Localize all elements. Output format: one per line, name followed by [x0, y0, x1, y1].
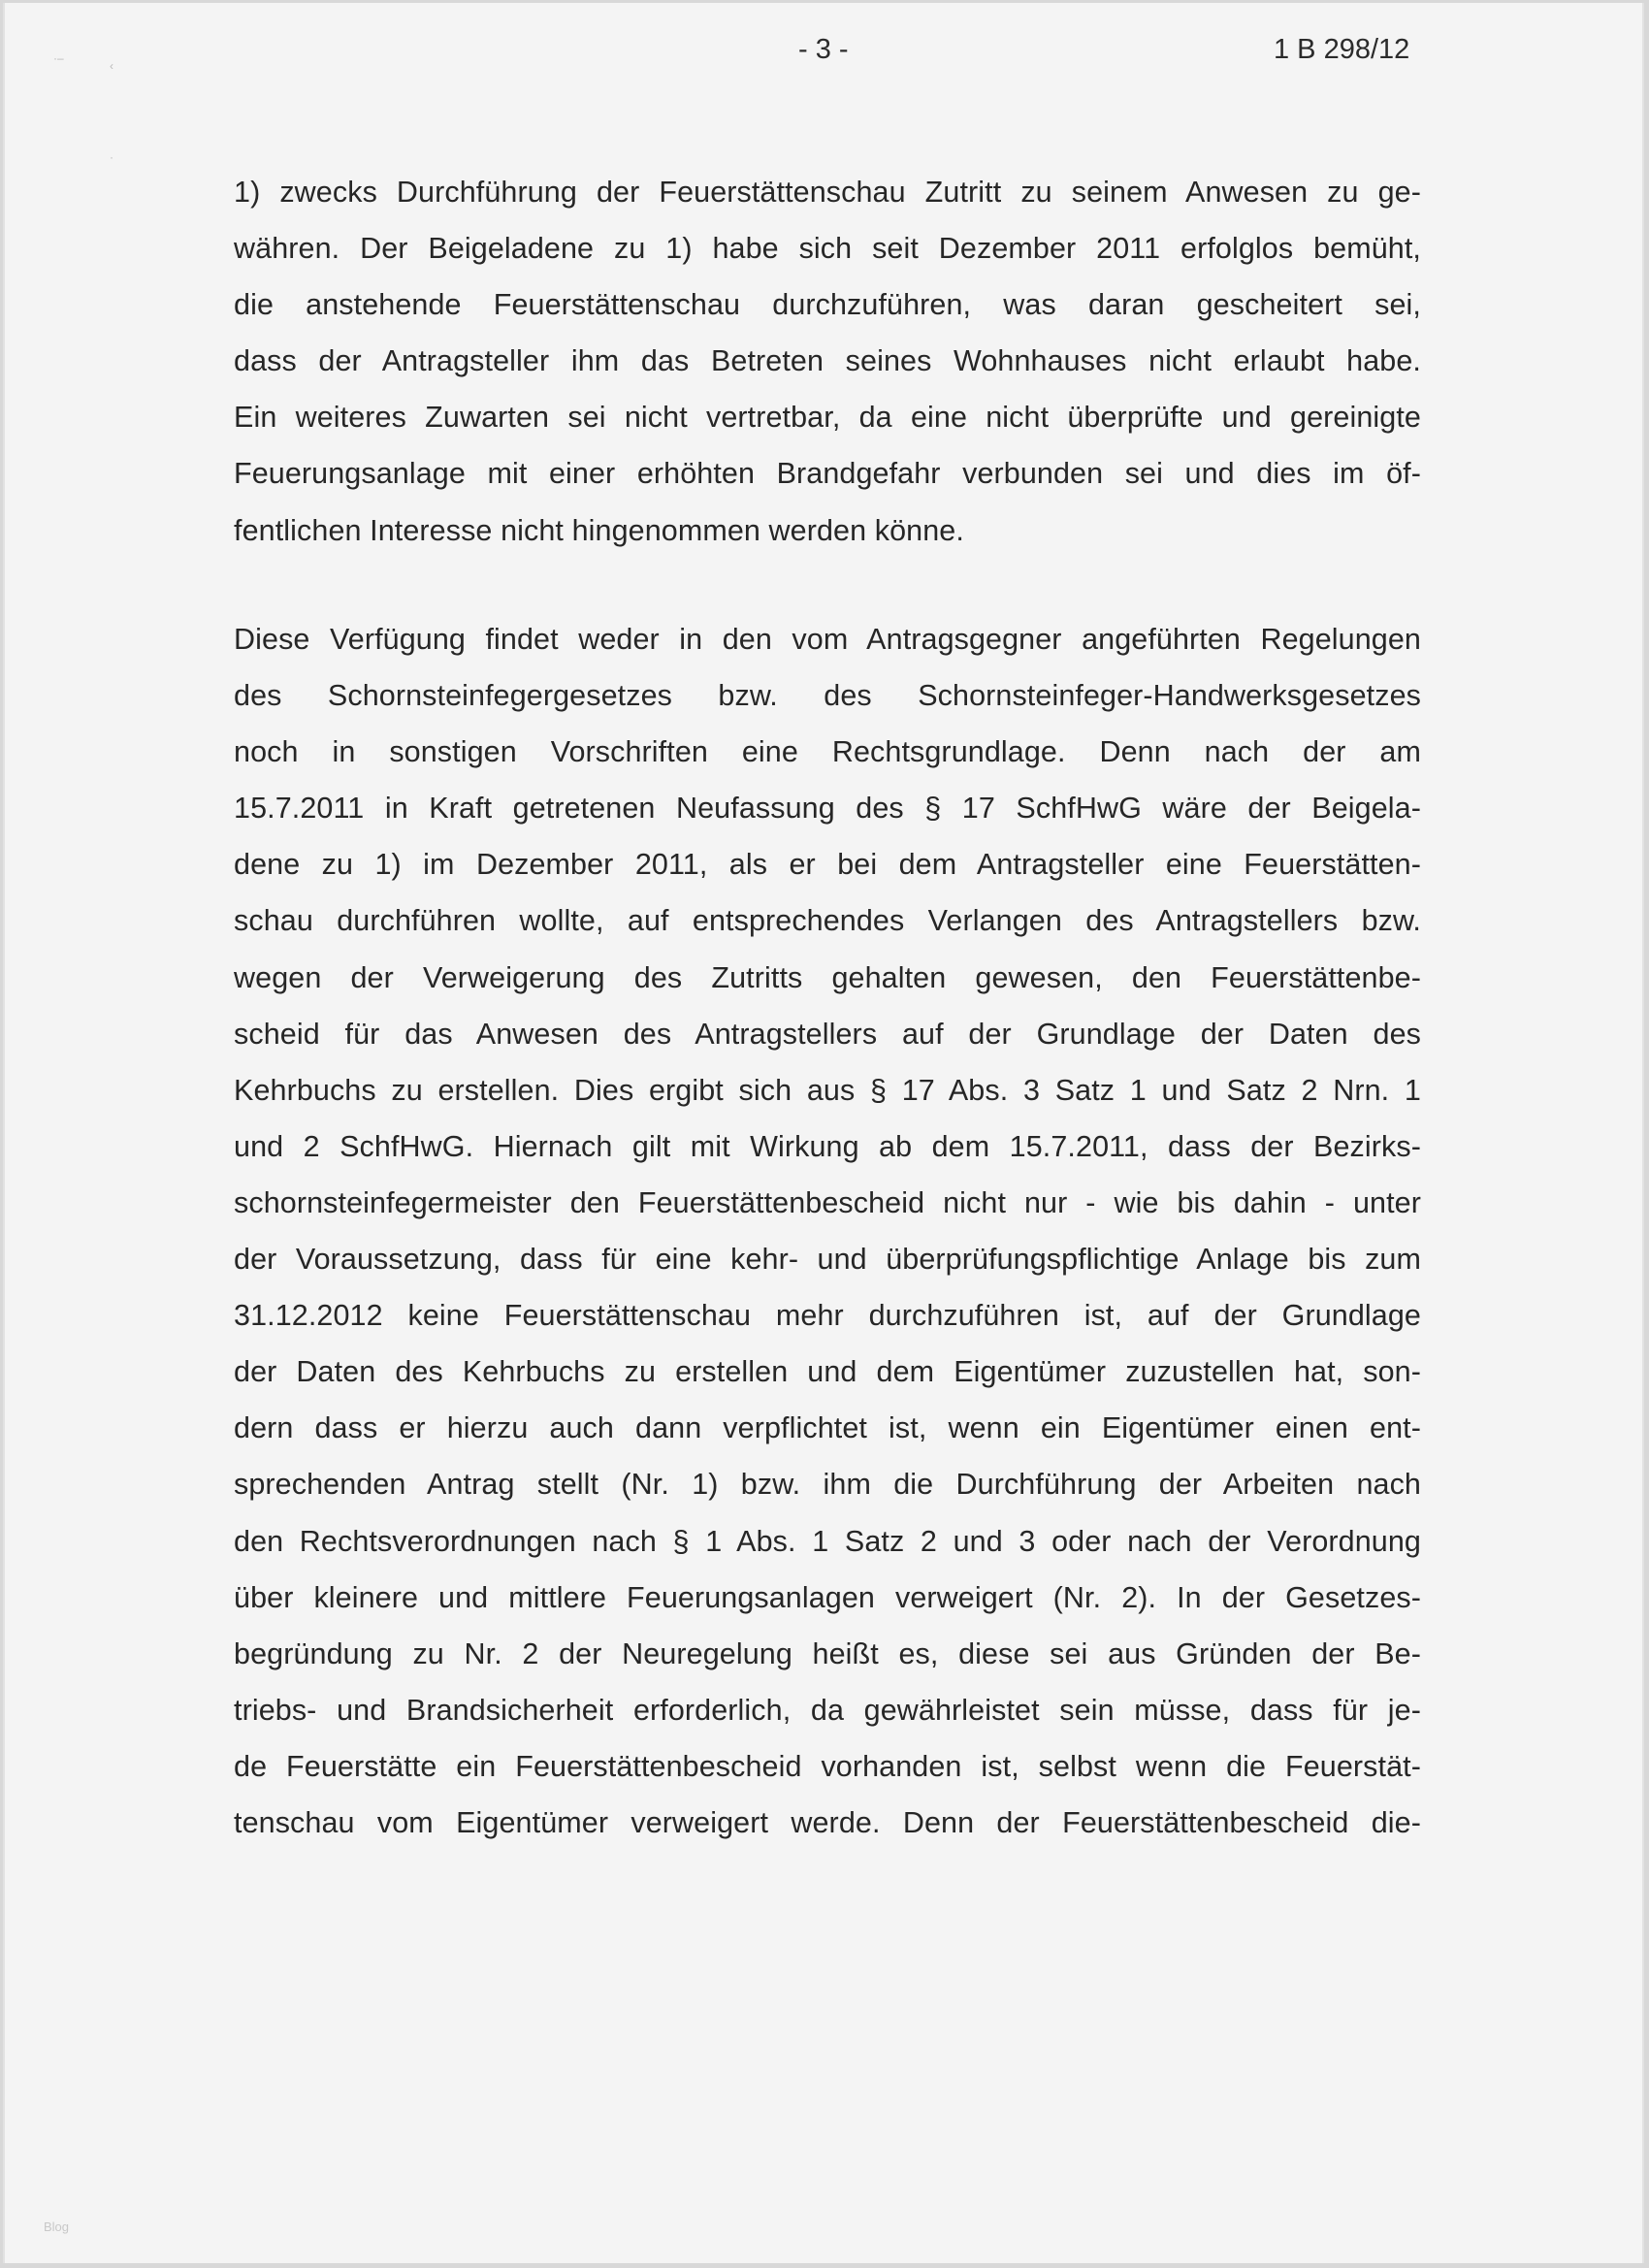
watermark: Blog	[44, 2219, 70, 2234]
text-line: schau durchführen wollte, auf entsprechendes Verlangen des Antragstellers bzw.	[234, 904, 1421, 938]
text-line: währen. Der Beigeladene zu 1) habe sich seit Dezember 2011 erfolglos bemüht,	[234, 232, 1421, 266]
text-line: fentlichen Interesse nicht hingenommen werden könne.	[234, 513, 964, 547]
text-line: begründung zu Nr. 2 der Neuregelung heißt es, diese sei aus Gründen der Be-	[234, 1636, 1421, 1670]
text-line: dene zu 1) im Dezember 2011, als er bei dem Antragsteller eine Feuerstätten-	[234, 848, 1421, 882]
text-line: noch in sonstigen Vorschriften eine Rechtsgrundlage. Denn nach der am	[234, 735, 1421, 769]
text-line: sprechenden Antrag stellt (Nr. 1) bzw. ihm die Durchführung der Arbeiten nach	[234, 1468, 1421, 1502]
scan-speck: ·–	[53, 51, 64, 65]
text-line: Ein weiteres Zuwarten sei nicht vertretbar, da eine nicht überprüfte und gereinigte	[234, 401, 1421, 435]
text-line: triebs- und Brandsicherheit erforderlich, da gewährleistet sein müsse, dass für je-	[234, 1693, 1421, 1727]
case-number: 1 B 298/12	[1274, 34, 1410, 65]
text-line: Diese Verfügung findet weder in den vom Antragsgegner angeführten Regelungen	[234, 623, 1421, 656]
text-line: die anstehende Feuerstättenschau durchzuführen, was daran gescheitert sei,	[234, 288, 1421, 322]
text-line: 31.12.2012 keine Feuerstättenschau mehr durchzuführen ist, auf der Grundlage	[234, 1299, 1421, 1333]
text-line: über kleinere und mittlere Feuerungsanlagen verweigert (Nr. 2). In der Gesetzes-	[234, 1580, 1421, 1614]
text-line: den Rechtsverordnungen nach § 1 Abs. 1 Satz 2 und 3 oder nach der Verordnung	[234, 1524, 1421, 1558]
scan-speck: ‹	[110, 59, 113, 73]
text-line: dern dass er hierzu auch dann verpflichtet ist, wenn ein Eigentümer einen ent-	[234, 1411, 1421, 1445]
page-number: - 3 -	[798, 34, 849, 65]
scan-speck: ·	[110, 150, 113, 164]
text-line: Kehrbuchs zu erstellen. Dies ergibt sich aus § 17 Abs. 3 Satz 1 und Satz 2 Nrn. 1	[234, 1073, 1421, 1107]
text-line: scheid für das Anwesen des Antragstellers auf der Grundlage der Daten des	[234, 1017, 1421, 1051]
text-line: de Feuerstätte ein Feuerstättenbescheid vorhanden ist, selbst wenn die Feuerstät-	[234, 1749, 1421, 1783]
text-line: dass der Antragsteller ihm das Betreten seines Wohnhauses nicht erlaubt habe.	[234, 344, 1421, 378]
text-line: Feuerungsanlage mit einer erhöhten Brandgefahr verbunden sei und dies im öf-	[234, 457, 1421, 491]
text-line: der Voraussetzung, dass für eine kehr- und überprüfungspflichtige Anlage bis zum	[234, 1243, 1421, 1277]
document-page	[3, 3, 1644, 2263]
text-line: schornsteinfegermeister den Feuerstättenbescheid nicht nur - wie bis dahin - unter	[234, 1185, 1421, 1219]
text-line: 15.7.2011 in Kraft getretenen Neufassung des § 17 SchfHwG wäre der Beigela-	[234, 792, 1421, 826]
paragraph-2	[234, 611, 1421, 1851]
text-line: wegen der Verweigerung des Zutritts gehalten gewesen, den Feuerstättenbe-	[234, 960, 1421, 994]
text-line: der Daten des Kehrbuchs zu erstellen und dem Eigentümer zuzustellen hat, son-	[234, 1355, 1421, 1389]
text-line: und 2 SchfHwG. Hiernach gilt mit Wirkung ab dem 15.7.2011, dass der Bezirks-	[234, 1129, 1421, 1163]
text-line: 1) zwecks Durchführung der Feuerstättenschau Zutritt zu seinem Anwesen zu ge-	[234, 176, 1421, 209]
text-line: des Schornsteinfegergesetzes bzw. des Schornsteinfeger-Handwerksgesetzes	[234, 679, 1421, 713]
text-line: tenschau vom Eigentümer verweigert werde. Denn der Feuerstättenbescheid die-	[234, 1805, 1421, 1839]
paragraph-1	[234, 164, 1421, 559]
